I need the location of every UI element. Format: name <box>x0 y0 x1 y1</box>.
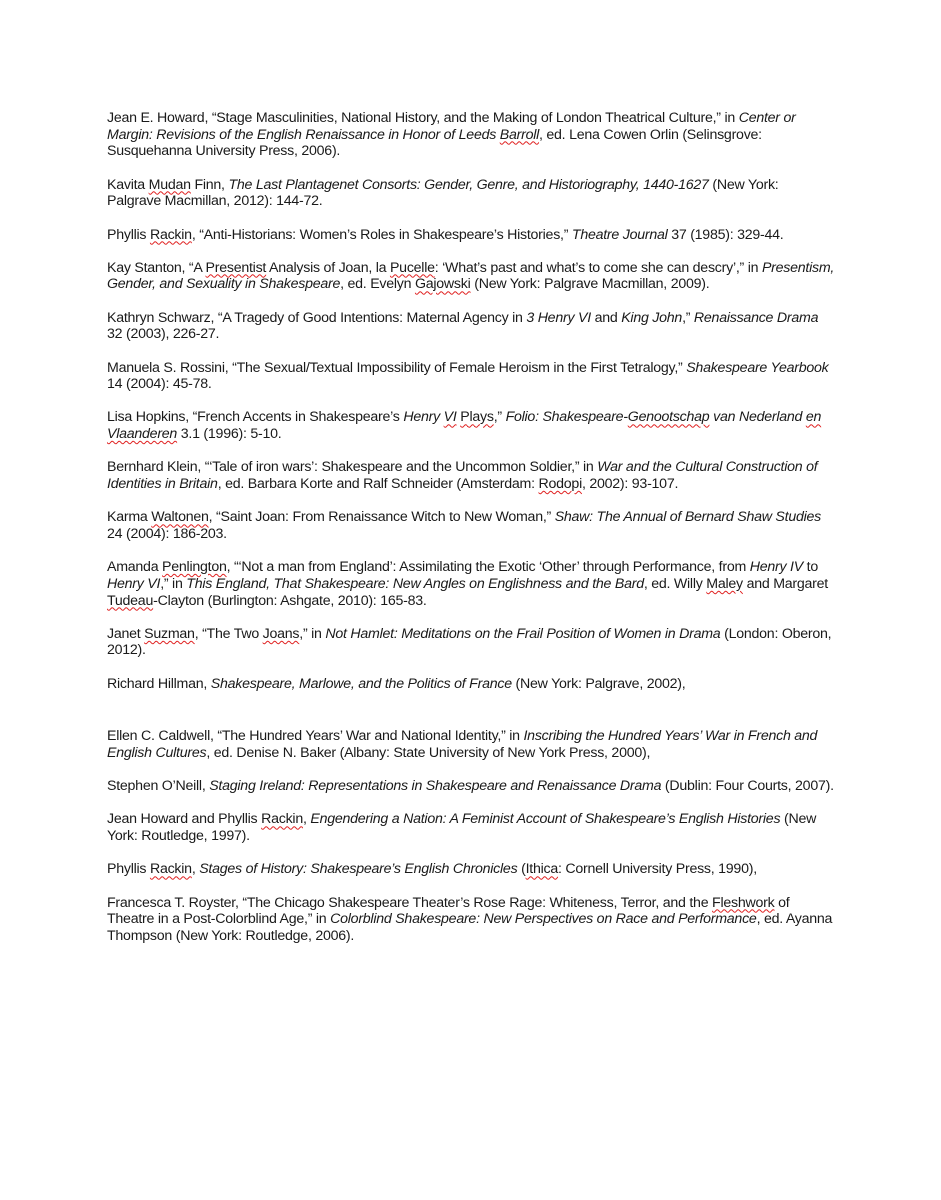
entry-text: Phyllis <box>107 861 150 878</box>
italic-title-text: Shaw: The Annual of Bernard Shaw Studies <box>554 509 821 526</box>
entry-text: , ed. Ayanna Thompson (New York: Routledge, 2006). <box>107 911 833 944</box>
entry-text: Analysis of Joan, la <box>266 259 390 276</box>
spellcheck-flagged-word: Fleshwork <box>712 894 775 911</box>
italic-title-text: Center or Margin: Revisions of the English Renaissance in Honor of Leeds <box>107 110 796 143</box>
entry-text: 24 (2004): 186-203. <box>107 525 227 542</box>
italic-title-text: Henry <box>403 409 444 426</box>
entry-text: Karma <box>107 509 152 526</box>
spellcheck-flagged-word: Vlaanderen <box>107 426 178 443</box>
spellcheck-flagged-word: Joans <box>262 625 300 642</box>
entry-text: 32 (2003), 226-27. <box>107 326 220 343</box>
spellcheck-flagged-word: Maley <box>706 575 743 592</box>
entry-text: : ‘What’s past and what’s to come she can descry’,” in <box>434 259 762 276</box>
bibliography-entry <box>107 778 835 795</box>
entry-text: ,” <box>493 409 506 426</box>
bibliography-entry <box>107 559 835 609</box>
entry-text: and <box>590 309 622 326</box>
entry-text: , ed. Evelyn <box>340 276 415 293</box>
entry-text: , ed. Barbara Korte and Ralf Schneider (Amsterdam: <box>217 476 539 493</box>
entry-text: (New York: Routledge, 1997). <box>107 811 817 845</box>
spellcheck-flagged-word: Tudeau <box>107 592 154 609</box>
italic-title-text: Renaissance Drama <box>693 309 819 326</box>
spellcheck-flagged-word: Rodopi <box>538 476 582 493</box>
spellcheck-flagged-word: Waltonen <box>151 509 209 526</box>
spellcheck-flagged-word: Genootschap <box>627 409 710 426</box>
italic-title-text: Shakespeare Yearbook <box>686 359 829 376</box>
entry-text: Janet <box>107 625 145 642</box>
entry-text: (Dublin: Four Courts, 2007). <box>661 778 834 795</box>
spellcheck-flagged-word: Suzman <box>144 625 195 642</box>
entry-text: , <box>191 861 200 878</box>
spellcheck-flagged-word: Pucelle <box>389 259 435 276</box>
entry-text: Stephen O’Neill, <box>107 778 210 795</box>
bibliography-entry <box>107 676 835 693</box>
spellcheck-flagged-word: Barroll <box>499 126 540 143</box>
entry-text: , ed. Denise N. Baker (Albany: State University of New York Press, 2000), <box>206 745 651 762</box>
bibliography-entry <box>107 409 835 442</box>
bibliography-entry <box>107 227 835 244</box>
entry-text: ,” <box>682 309 694 326</box>
spellcheck-flagged-word: Presentist <box>205 259 267 276</box>
entry-text: , “Anti-Historians: Women’s Roles in Shakespeare’s Histories,” <box>191 226 572 243</box>
spellcheck-flagged-word: Gajowski <box>414 276 471 293</box>
italic-title-text: Theatre Journal <box>571 226 668 243</box>
bibliography-entry <box>107 360 835 393</box>
entry-text: , ed. Lena Cowen Orlin (Selinsgrove: Susquehanna University Press, 2006). <box>107 126 762 160</box>
bibliography-entry <box>107 509 835 542</box>
entry-text: , 2002): 93-107. <box>581 476 679 493</box>
entry-text: Amanda <box>107 559 163 576</box>
italic-title-text: Engendering a Nation: A Feminist Account of Shakespeare’s English Histories <box>310 811 781 828</box>
entry-text: Kavita <box>107 176 149 193</box>
entry-text: , “Saint Joan: From Renaissance Witch to New Woman,” <box>208 509 555 526</box>
entry-text: ,” in <box>299 625 326 642</box>
entry-text: Bernhard Klein, “‘Tale of iron wars’: Shakespeare and the Uncommon Soldier,” in <box>107 459 598 476</box>
entry-text: 37 (1985): 329-44. <box>667 226 784 243</box>
entry-text: , <box>302 811 311 828</box>
italic-title-text: van Nederland <box>709 409 806 426</box>
spellcheck-flagged-word: VI <box>443 409 457 426</box>
italic-title-text: Folio: Shakespeare- <box>505 409 628 426</box>
entry-text: Manuela S. Rossini, “The Sexual/Textual Impossibility of Female Heroism in the First Tetralogy,” <box>107 359 687 376</box>
bibliography-entry <box>107 260 835 293</box>
bibliography-entry <box>107 310 835 343</box>
entry-text: Jean E. Howard, “Stage Masculinities, National History, and the Making of London Theatrical Culture,” in <box>107 110 739 126</box>
spellcheck-flagged-word: Ithica <box>525 861 559 878</box>
italic-title-text: War and the Cultural Construction of Identities in Britain <box>107 459 818 493</box>
entry-text: Francesca T. Royster, “The Chicago Shakespeare Theater’s Rose Rage: Whiteness, Terror, and the <box>107 894 713 911</box>
bibliography-entry <box>107 110 835 160</box>
entry-text: Kay Stanton, “A <box>107 259 206 276</box>
italic-title-text: Henry VI <box>107 575 161 592</box>
italic-title-text: Shakespeare, Marlowe, and the Politics of France <box>210 675 512 692</box>
spellcheck-flagged-word: Mudan <box>148 176 191 193</box>
entry-text: -Clayton (Burlington: Ashgate, 2010): 165-83. <box>153 592 427 609</box>
bibliography-entry <box>107 177 835 210</box>
bibliography-entry <box>107 895 835 945</box>
bibliography-entry <box>107 728 835 761</box>
entry-text: Jean Howard and Phyllis <box>107 811 262 828</box>
spellcheck-flagged-word: Rackin <box>149 226 192 243</box>
entry-text: Finn, <box>190 176 229 193</box>
entry-text: Lisa Hopkins, “French Accents in Shakespeare’s <box>107 409 404 426</box>
italic-title-text: 3 Henry VI <box>526 309 591 326</box>
entry-text: Phyllis <box>107 226 150 243</box>
entry-text: ,” in <box>160 575 187 592</box>
italic-title-text: Henry IV <box>749 559 803 576</box>
entry-text: to <box>802 559 818 576</box>
entry-text: : Cornell University Press, 1990), <box>558 861 757 878</box>
entry-text: Kathryn Schwarz, “A Tragedy of Good Intentions: Maternal Agency in <box>107 309 527 326</box>
italic-title-text: Not Hamlet: Meditations on the Frail Position of Women in Drama <box>325 625 721 642</box>
spellcheck-flagged-word: Penlington <box>162 559 227 576</box>
italic-title-text: King John <box>621 309 683 326</box>
spellcheck-flagged-word: Plays <box>460 409 494 426</box>
spellcheck-flagged-word: Rackin <box>149 861 192 878</box>
entry-text: 14 (2004): 45-78. <box>107 376 212 393</box>
entry-text: 3.1 (1996): 5-10. <box>177 426 282 443</box>
entry-text: Richard Hillman, <box>107 675 211 692</box>
bibliography-entry <box>107 626 835 659</box>
entry-text: (New York: Palgrave Macmillan, 2009). <box>470 276 710 293</box>
entry-text: ( <box>517 861 526 878</box>
italic-title-text: Presentism, Gender, and Sexuality in Shakespeare <box>107 259 835 293</box>
entry-text: , “The Two <box>194 625 263 642</box>
bibliography-entry <box>107 811 835 844</box>
entry-text: , ed. Willy <box>643 575 707 592</box>
entry-text: (New York: Palgrave Macmillan, 2012): 144-72. <box>107 176 779 210</box>
italic-title-text: Staging Ireland: Representations in Shakespeare and Renaissance Drama <box>209 778 662 795</box>
italic-title-text: This England, That Shakespeare: New Angles on Englishness and the Bard <box>186 575 644 592</box>
bibliography-entry <box>107 861 835 878</box>
italic-title-text: Inscribing the Hundred Years’ War in French and English Cultures <box>107 728 818 762</box>
entry-text: (New York: Palgrave, 2002), <box>511 675 686 692</box>
entry-text: , “‘Not a man from England’: Assimilating the Exotic ‘Other’ through Performance, from <box>226 559 750 576</box>
entry-text: (London: Oberon, 2012). <box>107 625 832 659</box>
italic-title-text: Colorblind Shakespeare: New Perspectives on Race and Performance <box>330 911 757 928</box>
italic-title-text: Stages of History: Shakespeare’s English Chronicles <box>199 861 518 878</box>
entry-text: Ellen C. Caldwell, “The Hundred Years’ War and National Identity,” in <box>107 728 524 745</box>
spellcheck-flagged-word: en <box>805 409 822 426</box>
spellcheck-flagged-word: Rackin <box>261 811 303 828</box>
bibliography-entry <box>107 459 835 492</box>
italic-title-text: The Last Plantagenet Consorts: Gender, Genre, and Historiography, 1440-1627 <box>228 176 709 193</box>
bibliography-list <box>107 110 835 961</box>
entry-text: of Theatre in a Post-Colorblind Age,” in <box>107 894 790 928</box>
entry-text: and Margaret <box>742 575 828 592</box>
